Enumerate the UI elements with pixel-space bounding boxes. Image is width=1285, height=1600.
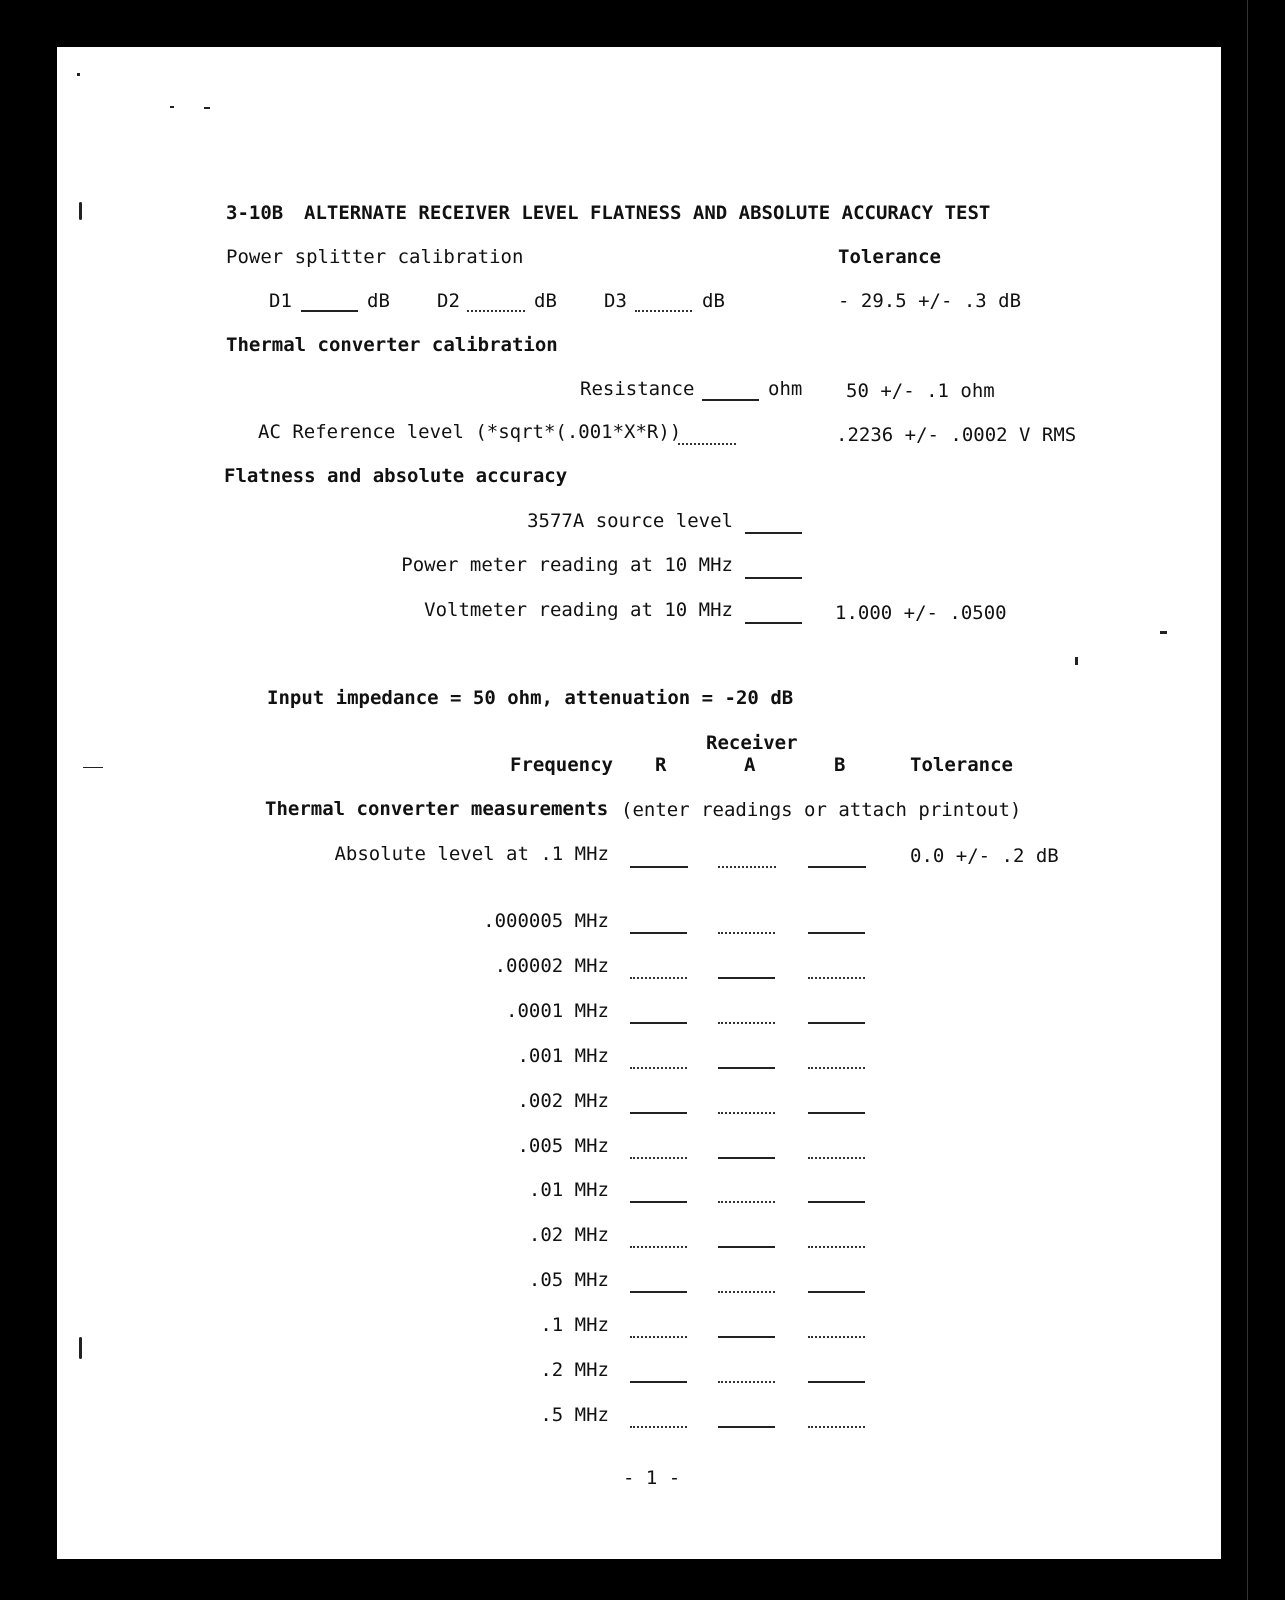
reading-r-blank[interactable]	[630, 1246, 687, 1248]
d1-label: D1	[269, 290, 292, 312]
reading-a-blank[interactable]	[718, 1157, 775, 1159]
reading-a-blank[interactable]	[718, 1201, 775, 1203]
reading-b-blank[interactable]	[808, 1336, 865, 1338]
d3-label: D3	[604, 290, 627, 312]
scan-speck	[79, 202, 82, 220]
column-a: A	[744, 754, 756, 776]
scan-speck	[1075, 657, 1078, 665]
frequency-label: .2 MHz	[540, 1359, 609, 1381]
reading-b-blank[interactable]	[808, 1381, 865, 1383]
frequency-label: .005 MHz	[517, 1135, 609, 1157]
power-meter-blank[interactable]	[745, 577, 802, 579]
thermal-cal-heading: Thermal converter calibration	[226, 334, 558, 356]
ac-reference-label: AC Reference level (*sqrt*(.001*X*R))	[258, 421, 682, 443]
absolute-b-blank[interactable]	[808, 866, 866, 868]
reading-b-blank[interactable]	[808, 1022, 865, 1024]
d2-blank[interactable]	[467, 310, 525, 312]
resistance-blank[interactable]	[702, 399, 759, 401]
reading-r-blank[interactable]	[630, 1022, 687, 1024]
thermal-measurements-note: (enter readings or attach printout)	[621, 799, 1022, 821]
absolute-a-blank[interactable]	[718, 866, 776, 868]
tolerance-heading: Tolerance	[838, 246, 941, 268]
ac-reference-blank[interactable]	[678, 443, 736, 445]
power-splitter-tolerance: - 29.5 +/- .3 dB	[838, 290, 1022, 312]
reading-r-blank[interactable]	[630, 1157, 687, 1159]
power-splitter-heading: Power splitter calibration	[226, 246, 524, 268]
absolute-level-label: Absolute level at .1 MHz	[334, 843, 609, 865]
reading-a-blank[interactable]	[718, 977, 775, 979]
reading-b-blank[interactable]	[808, 1157, 865, 1159]
frequency-label: .05 MHz	[528, 1269, 609, 1291]
page-number: - 1 -	[623, 1467, 681, 1489]
frequency-label: .000005 MHz	[483, 910, 609, 932]
column-tolerance: Tolerance	[910, 754, 1013, 776]
reading-a-blank[interactable]	[718, 1246, 775, 1248]
table-condition: Input impedance = 50 ohm, attenuation = -20 dB	[267, 687, 794, 709]
receiver-heading: Receiver	[706, 732, 798, 754]
column-r: R	[655, 754, 667, 776]
reading-b-blank[interactable]	[808, 1067, 865, 1069]
voltmeter-blank[interactable]	[745, 622, 802, 624]
reading-a-blank[interactable]	[718, 932, 775, 934]
reading-r-blank[interactable]	[630, 932, 687, 934]
frequency-label: .00002 MHz	[494, 955, 609, 977]
d1-unit: dB	[367, 290, 390, 312]
frequency-label: .1 MHz	[540, 1314, 609, 1336]
scan-speck	[170, 106, 174, 108]
column-frequency: Frequency	[510, 754, 613, 776]
reading-b-blank[interactable]	[808, 1426, 865, 1428]
thermal-measurements-heading: Thermal converter measurements	[265, 798, 609, 820]
frequency-label: .002 MHz	[517, 1090, 609, 1112]
reading-a-blank[interactable]	[718, 1426, 775, 1428]
reading-b-blank[interactable]	[808, 1112, 865, 1114]
scan-speck	[77, 73, 80, 76]
frequency-label: .0001 MHz	[506, 1000, 609, 1022]
scan-edge-line	[1247, 0, 1248, 1600]
reading-r-blank[interactable]	[630, 1067, 687, 1069]
reading-r-blank[interactable]	[630, 1381, 687, 1383]
resistance-label: Resistance	[580, 378, 695, 400]
d1-blank[interactable]	[301, 310, 358, 312]
scan-speck	[204, 107, 210, 109]
reading-r-blank[interactable]	[630, 977, 687, 979]
reading-a-blank[interactable]	[718, 1067, 775, 1069]
d3-unit: dB	[702, 290, 725, 312]
reading-b-blank[interactable]	[808, 1201, 865, 1203]
document-page	[57, 47, 1221, 1559]
frequency-label: .5 MHz	[540, 1404, 609, 1426]
absolute-level-tolerance: 0.0 +/- .2 dB	[910, 845, 1059, 867]
flatness-heading: Flatness and absolute accuracy	[224, 465, 568, 487]
section-title: ALTERNATE RECEIVER LEVEL FLATNESS AND ABSOLUTE ACCURACY TEST	[304, 202, 991, 224]
reading-a-blank[interactable]	[718, 1022, 775, 1024]
reading-r-blank[interactable]	[630, 1291, 687, 1293]
scan-speck	[79, 1337, 82, 1359]
scan-speck	[83, 767, 103, 768]
voltmeter-tolerance: 1.000 +/- .0500	[835, 602, 1007, 624]
source-level-label: 3577A source level	[527, 510, 733, 532]
section-number: 3-10B	[226, 202, 284, 224]
resistance-tolerance: 50 +/- .1 ohm	[846, 380, 995, 402]
reading-b-blank[interactable]	[808, 932, 865, 934]
source-level-blank[interactable]	[745, 532, 802, 534]
reading-a-blank[interactable]	[718, 1112, 775, 1114]
d2-label: D2	[437, 290, 460, 312]
scan-speck	[1160, 631, 1167, 634]
reading-r-blank[interactable]	[630, 1201, 687, 1203]
frequency-label: .02 MHz	[528, 1224, 609, 1246]
reading-r-blank[interactable]	[630, 1336, 687, 1338]
frequency-label: .01 MHz	[528, 1179, 609, 1201]
absolute-r-blank[interactable]	[630, 866, 688, 868]
resistance-unit: ohm	[768, 378, 803, 400]
d3-blank[interactable]	[635, 310, 692, 312]
d2-unit: dB	[534, 290, 557, 312]
reading-r-blank[interactable]	[630, 1112, 687, 1114]
column-b: B	[834, 754, 846, 776]
ac-reference-tolerance: .2236 +/- .0002 V RMS	[836, 424, 1077, 446]
reading-b-blank[interactable]	[808, 1291, 865, 1293]
reading-a-blank[interactable]	[718, 1381, 775, 1383]
power-meter-label: Power meter reading at 10 MHz	[401, 554, 733, 576]
reading-a-blank[interactable]	[718, 1336, 775, 1338]
voltmeter-label: Voltmeter reading at 10 MHz	[424, 599, 733, 621]
reading-b-blank[interactable]	[808, 1246, 865, 1248]
frequency-label: .001 MHz	[517, 1045, 609, 1067]
reading-b-blank[interactable]	[808, 977, 865, 979]
reading-r-blank[interactable]	[630, 1426, 687, 1428]
reading-a-blank[interactable]	[718, 1291, 775, 1293]
